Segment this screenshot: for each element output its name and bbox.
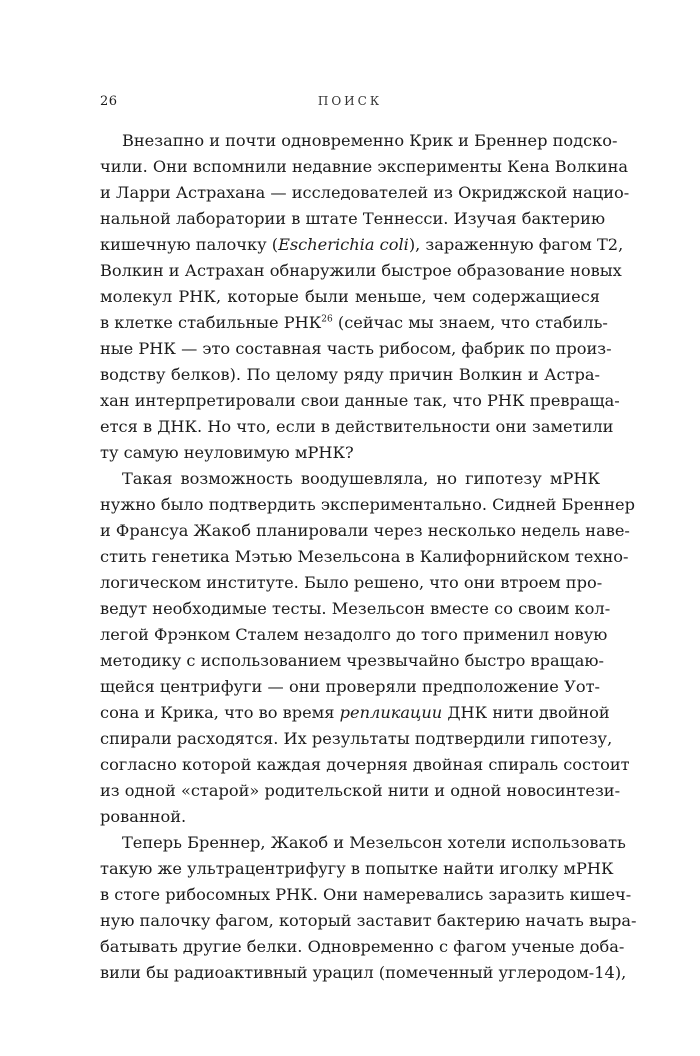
text-line: и Франсуа Жакоб планировали через несколько недель наве- [100, 521, 630, 540]
text-line: хан интерпретировали свои данные так, что РНК превраща- [100, 391, 620, 410]
footnote-marker: 26 [321, 314, 333, 325]
text-line: водству белков). По целому ряду причин Волкин и Астра- [100, 365, 600, 384]
paragraph-2 [100, 466, 635, 830]
italic-term: репликации [339, 703, 443, 722]
text-line: Такая возможность воодушевляла, но гипотезу мРНК [122, 469, 600, 488]
text-line: нальной лаборатории в штате Теннесси. Изучая бактерию [100, 209, 606, 228]
running-head [100, 94, 600, 114]
text-line: ется в ДНК. Но что, если в действительности они заметили [100, 417, 614, 436]
text-line: логическом институте. Было решено, что они втроем про- [100, 573, 603, 592]
text-line: такую же ультрацентрифугу в попытке найти иголку мРНК [100, 859, 614, 878]
text-line: кишечную палочку (Escherichia coli), зараженную фагом T2, [100, 235, 624, 254]
page-number: 26 [100, 94, 118, 109]
text-line: Внезапно и почти одновременно Крик и Бреннер подско- [122, 131, 618, 150]
text-line: рованной. [100, 807, 187, 826]
text-line: вили бы радиоактивный урацил (помеченный углеродом-14), [100, 963, 627, 982]
text-line: согласно которой каждая дочерняя двойная спираль состоит [100, 755, 630, 774]
text-line: стить генетика Мэтью Мезельсона в Калифорнийском техно- [100, 547, 629, 566]
text-line: батывать другие белки. Одновременно с фагом ученые доба- [100, 937, 625, 956]
text-line: ту самую неуловимую мРНК? [100, 443, 354, 462]
text-line: щейся центрифуги — они проверяли предположение Уот- [100, 677, 600, 696]
text-line: в клетке стабильные РНК$^{26}$ (сейчас мы знаем, что стабиль- [100, 313, 608, 332]
text-line: нужно было подтвердить экспериментально. Сидней Бреннер [100, 495, 635, 514]
body-text [100, 128, 637, 986]
text-line: и Ларри Астрахана — исследователей из Окриджской нацио- [100, 183, 630, 202]
text-line: Теперь Бреннер, Жакоб и Мезельсон хотели использовать [122, 833, 626, 852]
text-line: ведут необходимые тесты. Мезельсон вместе со своим кол- [100, 599, 611, 618]
text-line: методику с использованием чрезвычайно быстро вращаю- [100, 651, 604, 670]
text-line: молекул РНК, которые были меньше, чем содержащиеся [100, 287, 600, 306]
text-line: ные РНК — это составная часть рибосом, фабрик по произ- [100, 339, 612, 358]
text-line: спирали расходятся. Их результаты подтвердили гипотезу, [100, 729, 613, 748]
text-line: легой Фрэнком Сталем незадолго до того применил новую [100, 625, 608, 644]
text-line: сона и Крика, что во время репликации ДНК нити двойной [100, 703, 610, 722]
text-line: Волкин и Астрахан обнаружили быстрое образование новых [100, 261, 622, 280]
text-line: ную палочку фагом, который заставит бактерию начать выра- [100, 911, 637, 930]
text-line: из одной «старой» родительской нити и одной новосинтези- [100, 781, 621, 800]
italic-term: Escherichia coli [278, 235, 409, 254]
paragraph-1 [100, 128, 630, 466]
section-title: ПОИСК [317, 94, 383, 108]
text-line: в стоге рибосомных РНК. Они намеревались заразить кишеч- [100, 885, 632, 904]
text-line: чили. Они вспомнили недавние эксперименты Кена Волкина [100, 157, 629, 176]
paragraph-3 [100, 830, 637, 986]
